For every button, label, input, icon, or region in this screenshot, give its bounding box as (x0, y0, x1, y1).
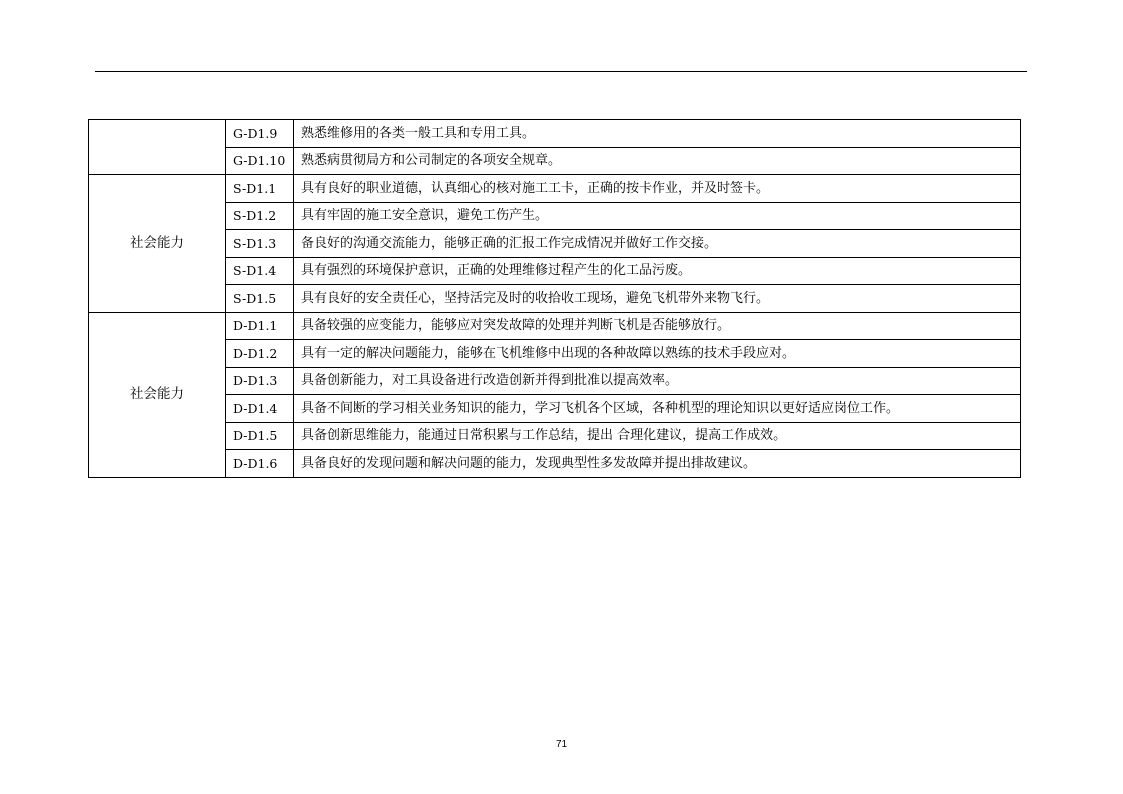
category-cell: 社会能力 (89, 175, 226, 313)
description-cell: 具备创新能力，对工具设备进行改造创新并得到批准以提高效率。 (294, 367, 1021, 395)
category-cell (89, 120, 226, 175)
code-cell: D-D1.5 (226, 422, 294, 450)
table-row (89, 147, 1021, 175)
description-cell: 具有牢固的施工安全意识，避免工伤产生。 (294, 202, 1021, 230)
table-row (89, 257, 1021, 285)
description-cell: 具备良好的发现问题和解决问题的能力，发现典型性多发故障并提出排故建议。 (294, 450, 1021, 478)
page-number: 71 (555, 739, 568, 750)
description-cell: 具备创新思维能力，能通过日常积累与工作总结，提出 合理化建议，提高工作成效。 (294, 422, 1021, 450)
table-row (89, 450, 1021, 478)
description-cell: 具备不间断的学习相关业务知识的能力，学习飞机各个区域，各种机型的理论知识以更好适应岗位工作。 (294, 395, 1021, 423)
category-cell: 社会能力 (89, 312, 226, 477)
code-cell: D-D1.6 (226, 450, 294, 478)
code-cell: G-D1.9 (226, 120, 294, 148)
table-row (89, 422, 1021, 450)
code-cell: D-D1.4 (226, 395, 294, 423)
competency-table (88, 119, 1021, 478)
table-row (89, 285, 1021, 313)
description-cell: 具有强烈的环境保护意识，正确的处理维修过程产生的化工品污废。 (294, 257, 1021, 285)
description-cell: 备良好的沟通交流能力，能够正确的汇报工作完成情况并做好工作交接。 (294, 230, 1021, 258)
header-rule (95, 71, 1027, 72)
code-cell: S-D1.1 (226, 175, 294, 203)
description-cell: 具有良好的安全责任心，坚持活完及时的收拾收工现场，避免飞机带外来物飞行。 (294, 285, 1021, 313)
description-cell: 熟悉病贯彻局方和公司制定的各项安全规章。 (294, 147, 1021, 175)
table-row (89, 395, 1021, 423)
description-cell: 具备较强的应变能力，能够应对突发故障的处理并判断飞机是否能够放行。 (294, 312, 1021, 340)
code-cell: D-D1.3 (226, 367, 294, 395)
code-cell: S-D1.3 (226, 230, 294, 258)
description-cell: 具有良好的职业道德，认真细心的核对施工工卡，正确的按卡作业，并及时签卡。 (294, 175, 1021, 203)
table-row (89, 367, 1021, 395)
table-row (89, 175, 1021, 203)
table-row (89, 202, 1021, 230)
code-cell: G-D1.10 (226, 147, 294, 175)
code-cell: S-D1.2 (226, 202, 294, 230)
table-row (89, 312, 1021, 340)
table-row (89, 230, 1021, 258)
code-cell: S-D1.5 (226, 285, 294, 313)
description-cell: 熟悉维修用的各类一般工具和专用工具。 (294, 120, 1021, 148)
description-cell: 具有一定的解决问题能力，能够在飞机维修中出现的各种故障以熟练的技术手段应对。 (294, 340, 1021, 368)
table-row (89, 120, 1021, 148)
code-cell: D-D1.2 (226, 340, 294, 368)
code-cell: D-D1.1 (226, 312, 294, 340)
code-cell: S-D1.4 (226, 257, 294, 285)
table-row (89, 340, 1021, 368)
